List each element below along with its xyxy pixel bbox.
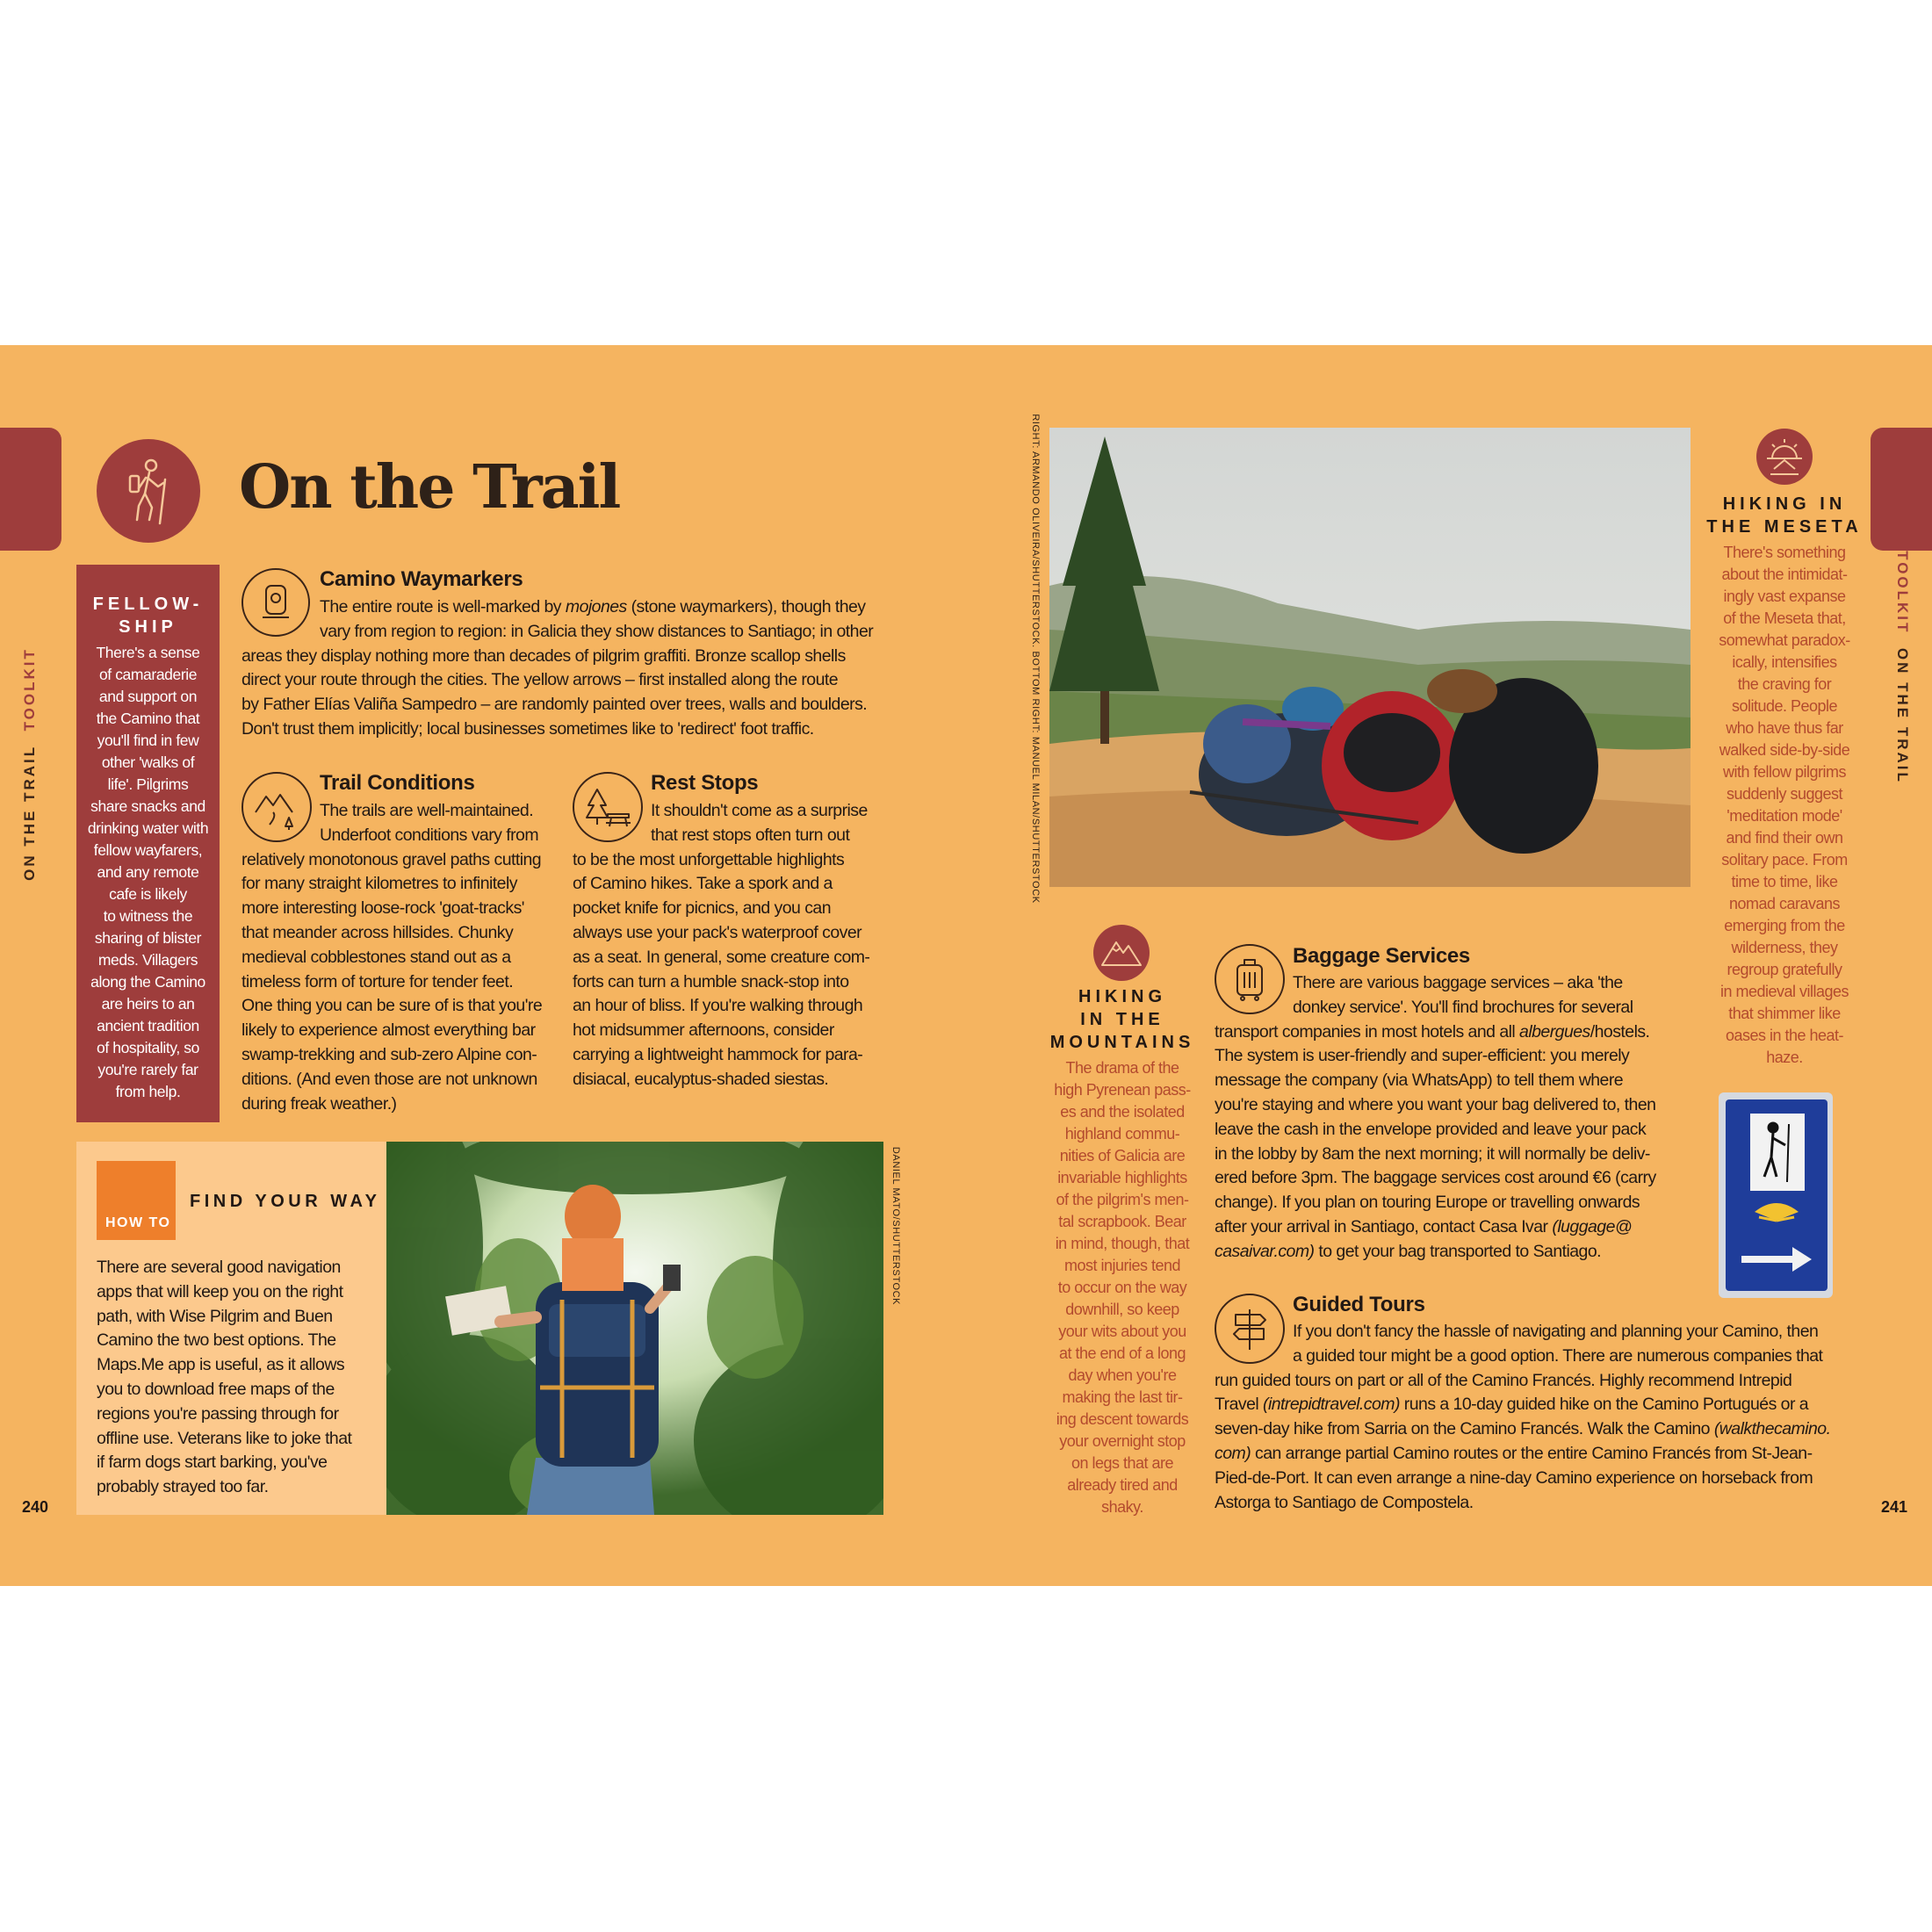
text-line: suddenly suggest xyxy=(1726,785,1843,803)
left-page-number: 240 xyxy=(22,1498,49,1516)
text-line: shaky. xyxy=(1101,1498,1143,1516)
text-line: fellow wayfarers, xyxy=(93,841,203,859)
text-line: of the Meseta that, xyxy=(1723,609,1846,627)
meseta-text xyxy=(1690,542,1878,1069)
baggage-text xyxy=(1215,971,1693,1265)
meseta-heading: HIKING IN THE MESETA xyxy=(1706,494,1863,537)
text-line: message the company (via WhatsApp) to tell them where xyxy=(1215,1071,1624,1091)
text-line: and find their own xyxy=(1726,829,1843,847)
right-photo-credit: RIGHT: ARMANDO OLIVEIRA/SHUTTERSTOCK. BOTTOM RIGHT: MANUEL MILAN/SHUTTERSTOCK xyxy=(1030,414,1041,904)
text-line: The drama of the xyxy=(1065,1059,1179,1077)
text-line: you're staying and where you want your bag delivered to, then xyxy=(1215,1094,1656,1114)
baggage-heading: Baggage Services xyxy=(1293,944,1470,968)
text-line: of Camino hikes. Take a spork and a xyxy=(573,874,833,894)
text-line: ically, intensifies xyxy=(1732,653,1837,671)
guided-tours-heading: Guided Tours xyxy=(1293,1293,1425,1316)
rest-stops-heading: Rest Stops xyxy=(651,771,759,795)
text-line: disiacal, eucalyptus-shaded siestas. xyxy=(573,1069,829,1089)
text-line: the Camino that xyxy=(96,710,200,727)
text-line: solitary pace. From xyxy=(1721,851,1848,869)
text-line: hot midsummer afternoons, consider xyxy=(573,1020,834,1041)
text-line: at the end of a long xyxy=(1058,1344,1186,1362)
text-line: regions you're passing through for xyxy=(97,1403,339,1424)
how-to-label: HOW TO xyxy=(105,1215,171,1230)
text-line: and any remote xyxy=(97,863,199,881)
text-line: casaivar.com) to get your bag transported to Santiago. xyxy=(1215,1241,1602,1261)
text-line: run guided tours on part or all of the Camino Francés. Highly recommend Intrepid xyxy=(1215,1370,1792,1390)
mountains-heading: HIKING IN THE MOUNTAINS xyxy=(1049,987,1195,1052)
text-line: are heirs to an xyxy=(101,995,195,1013)
waymarkers-text xyxy=(242,595,891,742)
text-line: forts can turn a humble snack-stop into xyxy=(573,971,849,991)
text-line: an hour of bliss. If you're walking through xyxy=(573,996,863,1016)
text-line: The system is user-friendly and super-efficient: you merely xyxy=(1215,1046,1630,1066)
text-line: swamp-trekking and sub-zero Alpine con- xyxy=(242,1044,537,1064)
text-line: other 'walks of xyxy=(101,753,195,771)
text-line: Camino the two best options. The xyxy=(97,1330,336,1351)
text-line: in medieval villages xyxy=(1719,983,1849,1000)
text-line: if farm dogs start barking, you've xyxy=(97,1453,328,1473)
text-line: direct your route through the cities. The yellow arrows – first installed along the route xyxy=(242,670,839,690)
text-line: of the pilgrim's men- xyxy=(1056,1191,1189,1208)
text-line: nomad caravans xyxy=(1728,895,1841,912)
text-line: apps that will keep you on the right xyxy=(97,1281,343,1301)
text-line: of hospitality, so xyxy=(97,1039,199,1056)
text-line: share snacks and xyxy=(90,797,205,815)
text-line: pocket knife for picnics, and you can xyxy=(573,898,831,919)
text-line: most injuries tend xyxy=(1063,1257,1181,1274)
text-line: ered before 3pm. The baggage services cost around €6 (carry xyxy=(1215,1168,1656,1188)
text-line: along the Camino xyxy=(90,973,205,991)
text-line: transport companies in most hotels and all albergues/hostels. xyxy=(1215,1021,1650,1042)
text-line: who have thus far xyxy=(1726,719,1843,737)
text-line: It shouldn't come as a surprise xyxy=(651,801,868,820)
text-line: always use your pack's waterproof cover xyxy=(573,922,862,942)
text-line: Pied-de-Port. It can even arrange a nine-day Camino experience on horseback from xyxy=(1215,1467,1813,1488)
text-line: already tired and xyxy=(1067,1476,1178,1494)
text-line: wilderness, they xyxy=(1731,939,1838,956)
text-line: about the intimidat- xyxy=(1721,566,1848,583)
text-line: ing descent towards xyxy=(1056,1410,1189,1428)
text-line: Astorga to Santiago de Compostela. xyxy=(1215,1492,1474,1512)
text-line: that meander across hillsides. Chunky xyxy=(242,922,514,942)
text-line: ditions. (And even those are not unknown xyxy=(242,1069,537,1089)
fellowship-heading: FELLOW- SHIP xyxy=(92,595,204,637)
text-line: in mind, though, that xyxy=(1055,1235,1190,1252)
text-line: carrying a lightweight hammock for para- xyxy=(573,1044,863,1064)
fellowship-sidebar xyxy=(76,565,220,1122)
backpacks-photo xyxy=(1049,428,1690,887)
text-line: com) can arrange partial Camino routes or the entire Camino Francés from St-Jean- xyxy=(1215,1443,1813,1463)
text-line: highland commu- xyxy=(1064,1125,1180,1143)
text-line: during freak weather.) xyxy=(242,1093,397,1114)
rest-stops-text xyxy=(573,799,898,1092)
text-line: a guided tour might be a good option. There are numerous companies that xyxy=(1293,1345,1823,1366)
text-line: with fellow pilgrims xyxy=(1722,763,1847,781)
text-line: The trails are well-maintained. xyxy=(320,801,534,820)
text-line: to witness the xyxy=(103,907,193,925)
text-line: areas they display nothing more than decades of pilgrim graffiti. Bronze scallop shells xyxy=(242,645,846,666)
text-line: tal scrapbook. Bear xyxy=(1058,1213,1186,1230)
text-line: to occur on the way xyxy=(1057,1279,1187,1296)
text-line: in the lobby by 8am the next morning; it will normally be deliv- xyxy=(1215,1143,1650,1164)
text-line: meds. Villagers xyxy=(97,951,198,969)
text-line: The entire route is well-marked by mojones (stone waymarkers), though they xyxy=(320,597,866,616)
right-running-head: TOOLKIT ON THE TRAIL xyxy=(1894,551,1911,784)
text-line: There's a sense xyxy=(96,644,200,661)
text-line: invariable highlights xyxy=(1057,1169,1187,1186)
text-line: your overnight stop xyxy=(1059,1432,1186,1450)
guided-tours-text xyxy=(1215,1320,1864,1515)
left-tab xyxy=(0,428,61,551)
text-line: change). If you plan on touring Europe or travelling onwards xyxy=(1215,1193,1640,1213)
text-line: Travel (intrepidtravel.com) runs a 10-day guided hike on the Camino Portugués or a xyxy=(1215,1395,1809,1415)
text-line: offline use. Veterans like to joke that xyxy=(97,1428,352,1448)
text-line: more interesting loose-rock 'goat-tracks' xyxy=(242,898,524,919)
text-line: donkey service'. You'll find brochures for several xyxy=(1293,997,1633,1017)
text-line: and support on xyxy=(98,688,198,705)
waymarkers-heading: Camino Waymarkers xyxy=(320,567,523,591)
hiker-icon xyxy=(97,439,200,543)
find-your-way-text xyxy=(97,1256,386,1500)
text-line: that shimmer like xyxy=(1728,1005,1841,1022)
text-line: Maps.Me app is useful, as it allows xyxy=(97,1355,345,1375)
right-page-number: 241 xyxy=(1881,1498,1908,1516)
page-title: On the Trail xyxy=(239,452,620,523)
text-line: on legs that are xyxy=(1071,1454,1174,1472)
text-line: after your arrival in Santiago, contact Casa Ivar (luggage@ xyxy=(1215,1216,1633,1236)
text-line: emerging from the xyxy=(1724,917,1845,934)
text-line: somewhat paradox- xyxy=(1719,631,1850,649)
text-line: There's something xyxy=(1723,544,1846,561)
text-line: ingly vast expanse xyxy=(1723,588,1846,605)
text-line: making the last tir- xyxy=(1062,1388,1183,1406)
text-line: ancient tradition xyxy=(97,1017,199,1034)
text-line: high Pyrenean pass- xyxy=(1054,1081,1191,1099)
text-line: walked side-by-side xyxy=(1719,741,1850,759)
text-line: by Father Elías Valiña Sampedro – are randomly painted over trees, walls and boulders. xyxy=(242,695,868,715)
text-line: seven-day hike from Sarria on the Camino Francés. Walk the Camino (walkthecamino. xyxy=(1215,1419,1831,1439)
text-line: you're rarely far xyxy=(97,1061,198,1078)
text-line: probably strayed too far. xyxy=(97,1477,269,1497)
mountains-icon xyxy=(1093,925,1150,981)
text-line: regroup gratefully xyxy=(1727,961,1842,978)
text-line: sharing of blister xyxy=(94,929,202,947)
text-line: One thing you can be sure of is that you're xyxy=(242,996,543,1016)
text-line: relatively monotonous gravel paths cutting xyxy=(242,849,542,869)
text-line: day when you're xyxy=(1068,1366,1177,1384)
text-line: oases in the heat- xyxy=(1725,1027,1844,1044)
text-line: for many straight kilometres to infinitely xyxy=(242,874,517,894)
text-line: as a seat. In general, some creature com- xyxy=(573,947,870,967)
text-line: vary from region to region: in Galicia they show distances to Santiago; in other xyxy=(320,621,874,641)
sunrise-field-icon xyxy=(1756,429,1813,485)
text-line: There are various baggage services – aka 'the xyxy=(1293,973,1623,992)
text-line: the craving for xyxy=(1737,675,1832,693)
text-line: solitude. People xyxy=(1731,697,1838,715)
text-line: you'll find in few xyxy=(97,732,199,749)
text-line: leave the cash in the envelope provided and leave your pack xyxy=(1215,1119,1647,1139)
left-running-head: ON THE TRAIL TOOLKIT xyxy=(21,647,38,881)
hiker-forest-photo xyxy=(386,1142,883,1515)
text-line: Underfoot conditions vary from xyxy=(320,825,539,845)
text-line: haze. xyxy=(1766,1049,1803,1066)
mountains-text xyxy=(1039,1057,1206,1518)
text-line: There are several good navigation xyxy=(97,1258,341,1277)
text-line: life'. Pilgrims xyxy=(107,775,189,793)
text-line: that rest stops often turn out xyxy=(651,825,850,845)
text-line: medieval cobblestones stand out as a xyxy=(242,947,511,967)
text-line: timeless form of torture for tender feet. xyxy=(242,971,514,991)
text-line: likely to experience almost everything bar xyxy=(242,1020,536,1041)
left-photo-credit: DANIEL MATO/SHUTTERSTOCK xyxy=(890,1146,901,1306)
find-your-way-heading: FIND YOUR WAY xyxy=(190,1192,381,1211)
text-line: downhill, so keep xyxy=(1065,1301,1179,1318)
text-line: cafe is likely xyxy=(109,885,187,903)
camino-sign-photo xyxy=(1715,1089,1838,1300)
trail-conditions-text xyxy=(242,799,566,1116)
text-line: path, with Wise Pilgrim and Buen xyxy=(97,1306,333,1326)
text-line: of camaraderie xyxy=(98,666,198,683)
text-line: to be the most unforgettable highlights xyxy=(573,849,845,869)
text-line: from help. xyxy=(115,1083,181,1100)
fellowship-text xyxy=(83,642,213,1103)
text-line: time to time, like xyxy=(1731,873,1838,890)
text-line: you to download free maps of the xyxy=(97,1379,335,1399)
text-line: your wits about you xyxy=(1058,1323,1186,1340)
text-line: drinking water with xyxy=(87,819,209,837)
text-line: If you don't fancy the hassle of navigating and planning your Camino, then xyxy=(1293,1322,1819,1341)
text-line: nities of Galicia are xyxy=(1059,1147,1186,1164)
trail-conditions-heading: Trail Conditions xyxy=(320,771,475,795)
text-line: es and the isolated xyxy=(1060,1103,1185,1121)
text-line: 'meditation mode' xyxy=(1727,807,1842,825)
text-line: Don't trust them implicitly; local businesses sometimes like to 'redirect' foot traffic. xyxy=(242,718,814,739)
